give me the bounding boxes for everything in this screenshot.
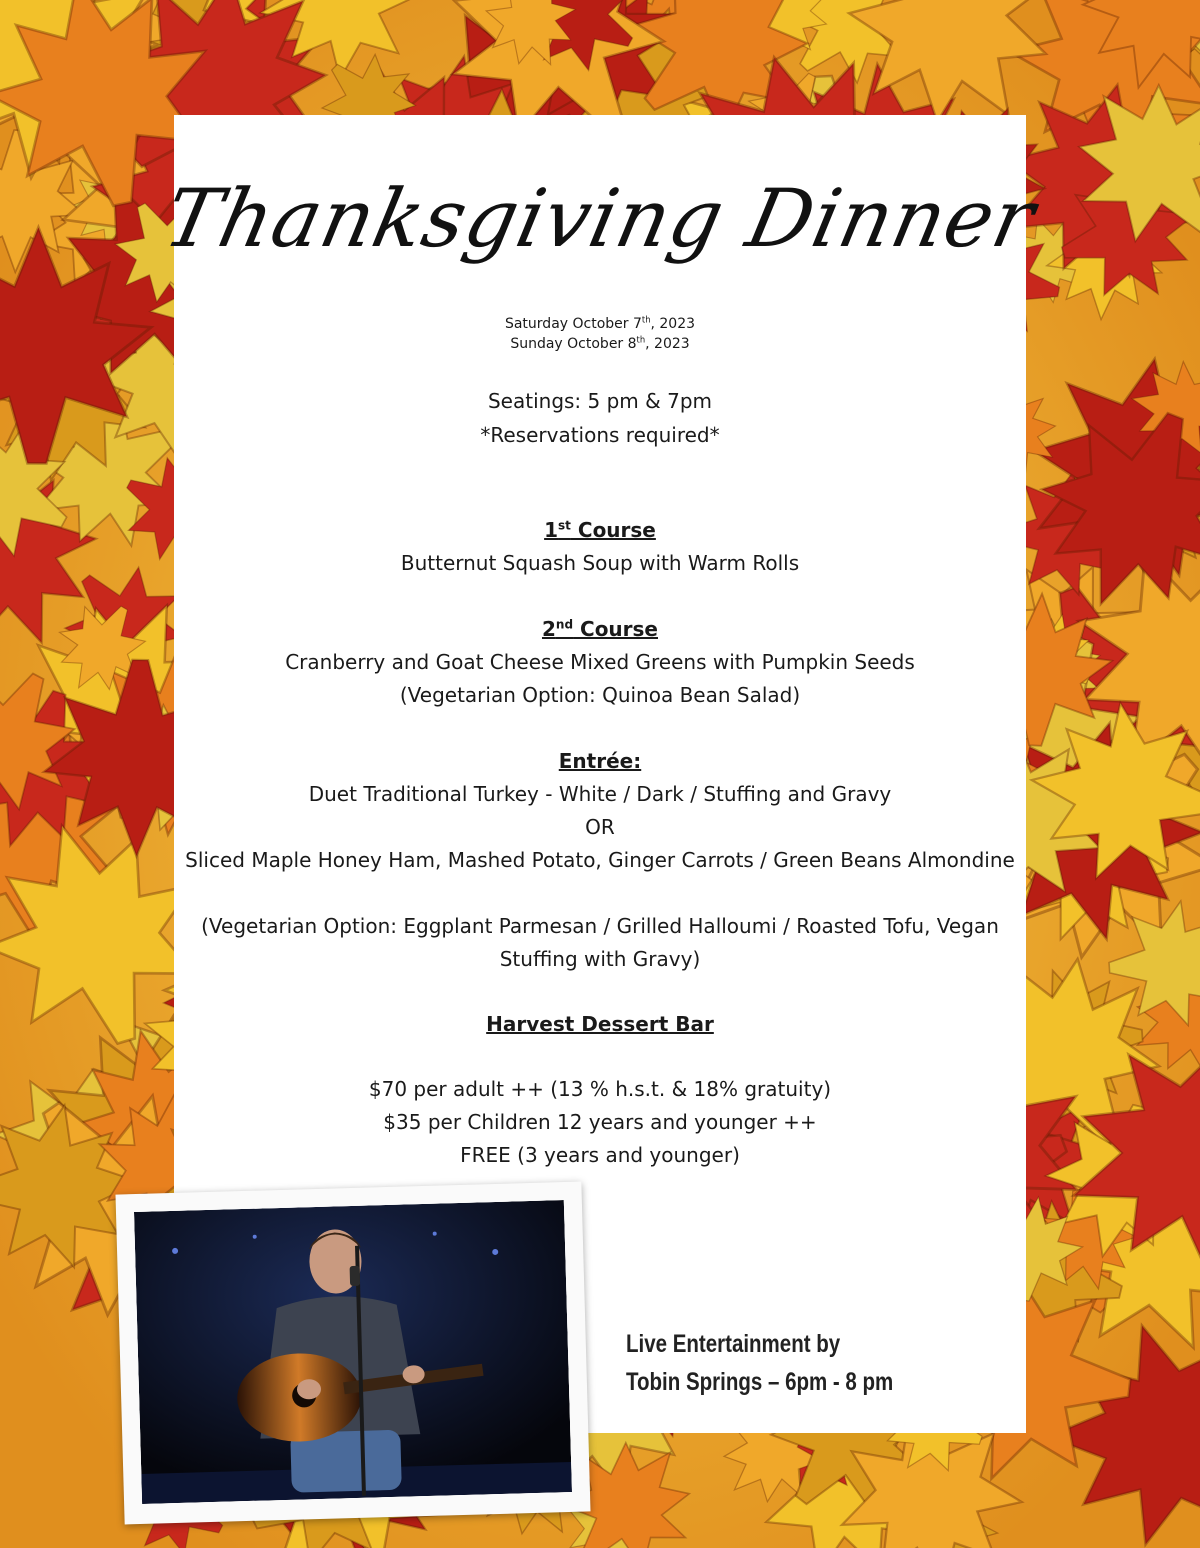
course-2-item: Cranberry and Goat Cheese Mixed Greens with Pumpkin Seeds <box>285 650 915 674</box>
entree-turkey: Duet Traditional Turkey - White / Dark / Stuffing and Gravy <box>308 782 892 806</box>
entree-heading: Entrée: <box>558 749 642 773</box>
entree-or: OR <box>585 815 615 839</box>
performer-photo <box>115 1182 590 1525</box>
date-sunday: Sunday October 8th, 2023 <box>510 334 690 352</box>
pricing <box>174 1073 1026 1172</box>
price-free: FREE (3 years and younger) <box>460 1143 740 1167</box>
seatings-text: Seatings: 5 pm & 7pm <box>487 389 712 413</box>
page-title: Thanksgiving Dinner <box>156 172 1044 265</box>
course-1 <box>174 514 1026 580</box>
event-dates <box>174 314 1026 354</box>
reservations-text: *Reservations required* <box>480 423 720 447</box>
entertainment-line-1: Live Entertainment by <box>626 1330 841 1358</box>
course-1-item: Butternut Squash Soup with Warm Rolls <box>400 551 800 575</box>
entree-section <box>174 745 1026 976</box>
price-adult: $70 per adult ++ (13 % h.s.t. & 18% gratuity) <box>368 1077 832 1101</box>
course-2-vegetarian: (Vegetarian Option: Quinoa Bean Salad) <box>399 683 801 707</box>
entree-ham: Sliced Maple Honey Ham, Mashed Potato, Ginger Carrots / Green Beans Almondine <box>185 848 1015 872</box>
price-child: $35 per Children 12 years and younger ++ <box>383 1110 817 1134</box>
seating-info <box>174 384 1026 452</box>
course-2-heading: 2nd Course <box>541 617 658 641</box>
date-saturday: Saturday October 7th, 2023 <box>504 314 696 332</box>
course-1-heading: 1st Course <box>544 518 656 542</box>
guitarist-image <box>134 1200 572 1504</box>
entertainment-line-2: Tobin Springs – 6pm - 8 pm <box>626 1368 894 1396</box>
dessert-heading: Harvest Dessert Bar <box>486 1012 714 1036</box>
course-2 <box>174 613 1026 712</box>
entree-vegetarian-2: Stuffing with Gravy) <box>499 947 701 971</box>
entree-vegetarian-1: (Vegetarian Option: Eggplant Parmesan / Grilled Halloumi / Roasted Tofu, Vegan <box>201 914 999 938</box>
